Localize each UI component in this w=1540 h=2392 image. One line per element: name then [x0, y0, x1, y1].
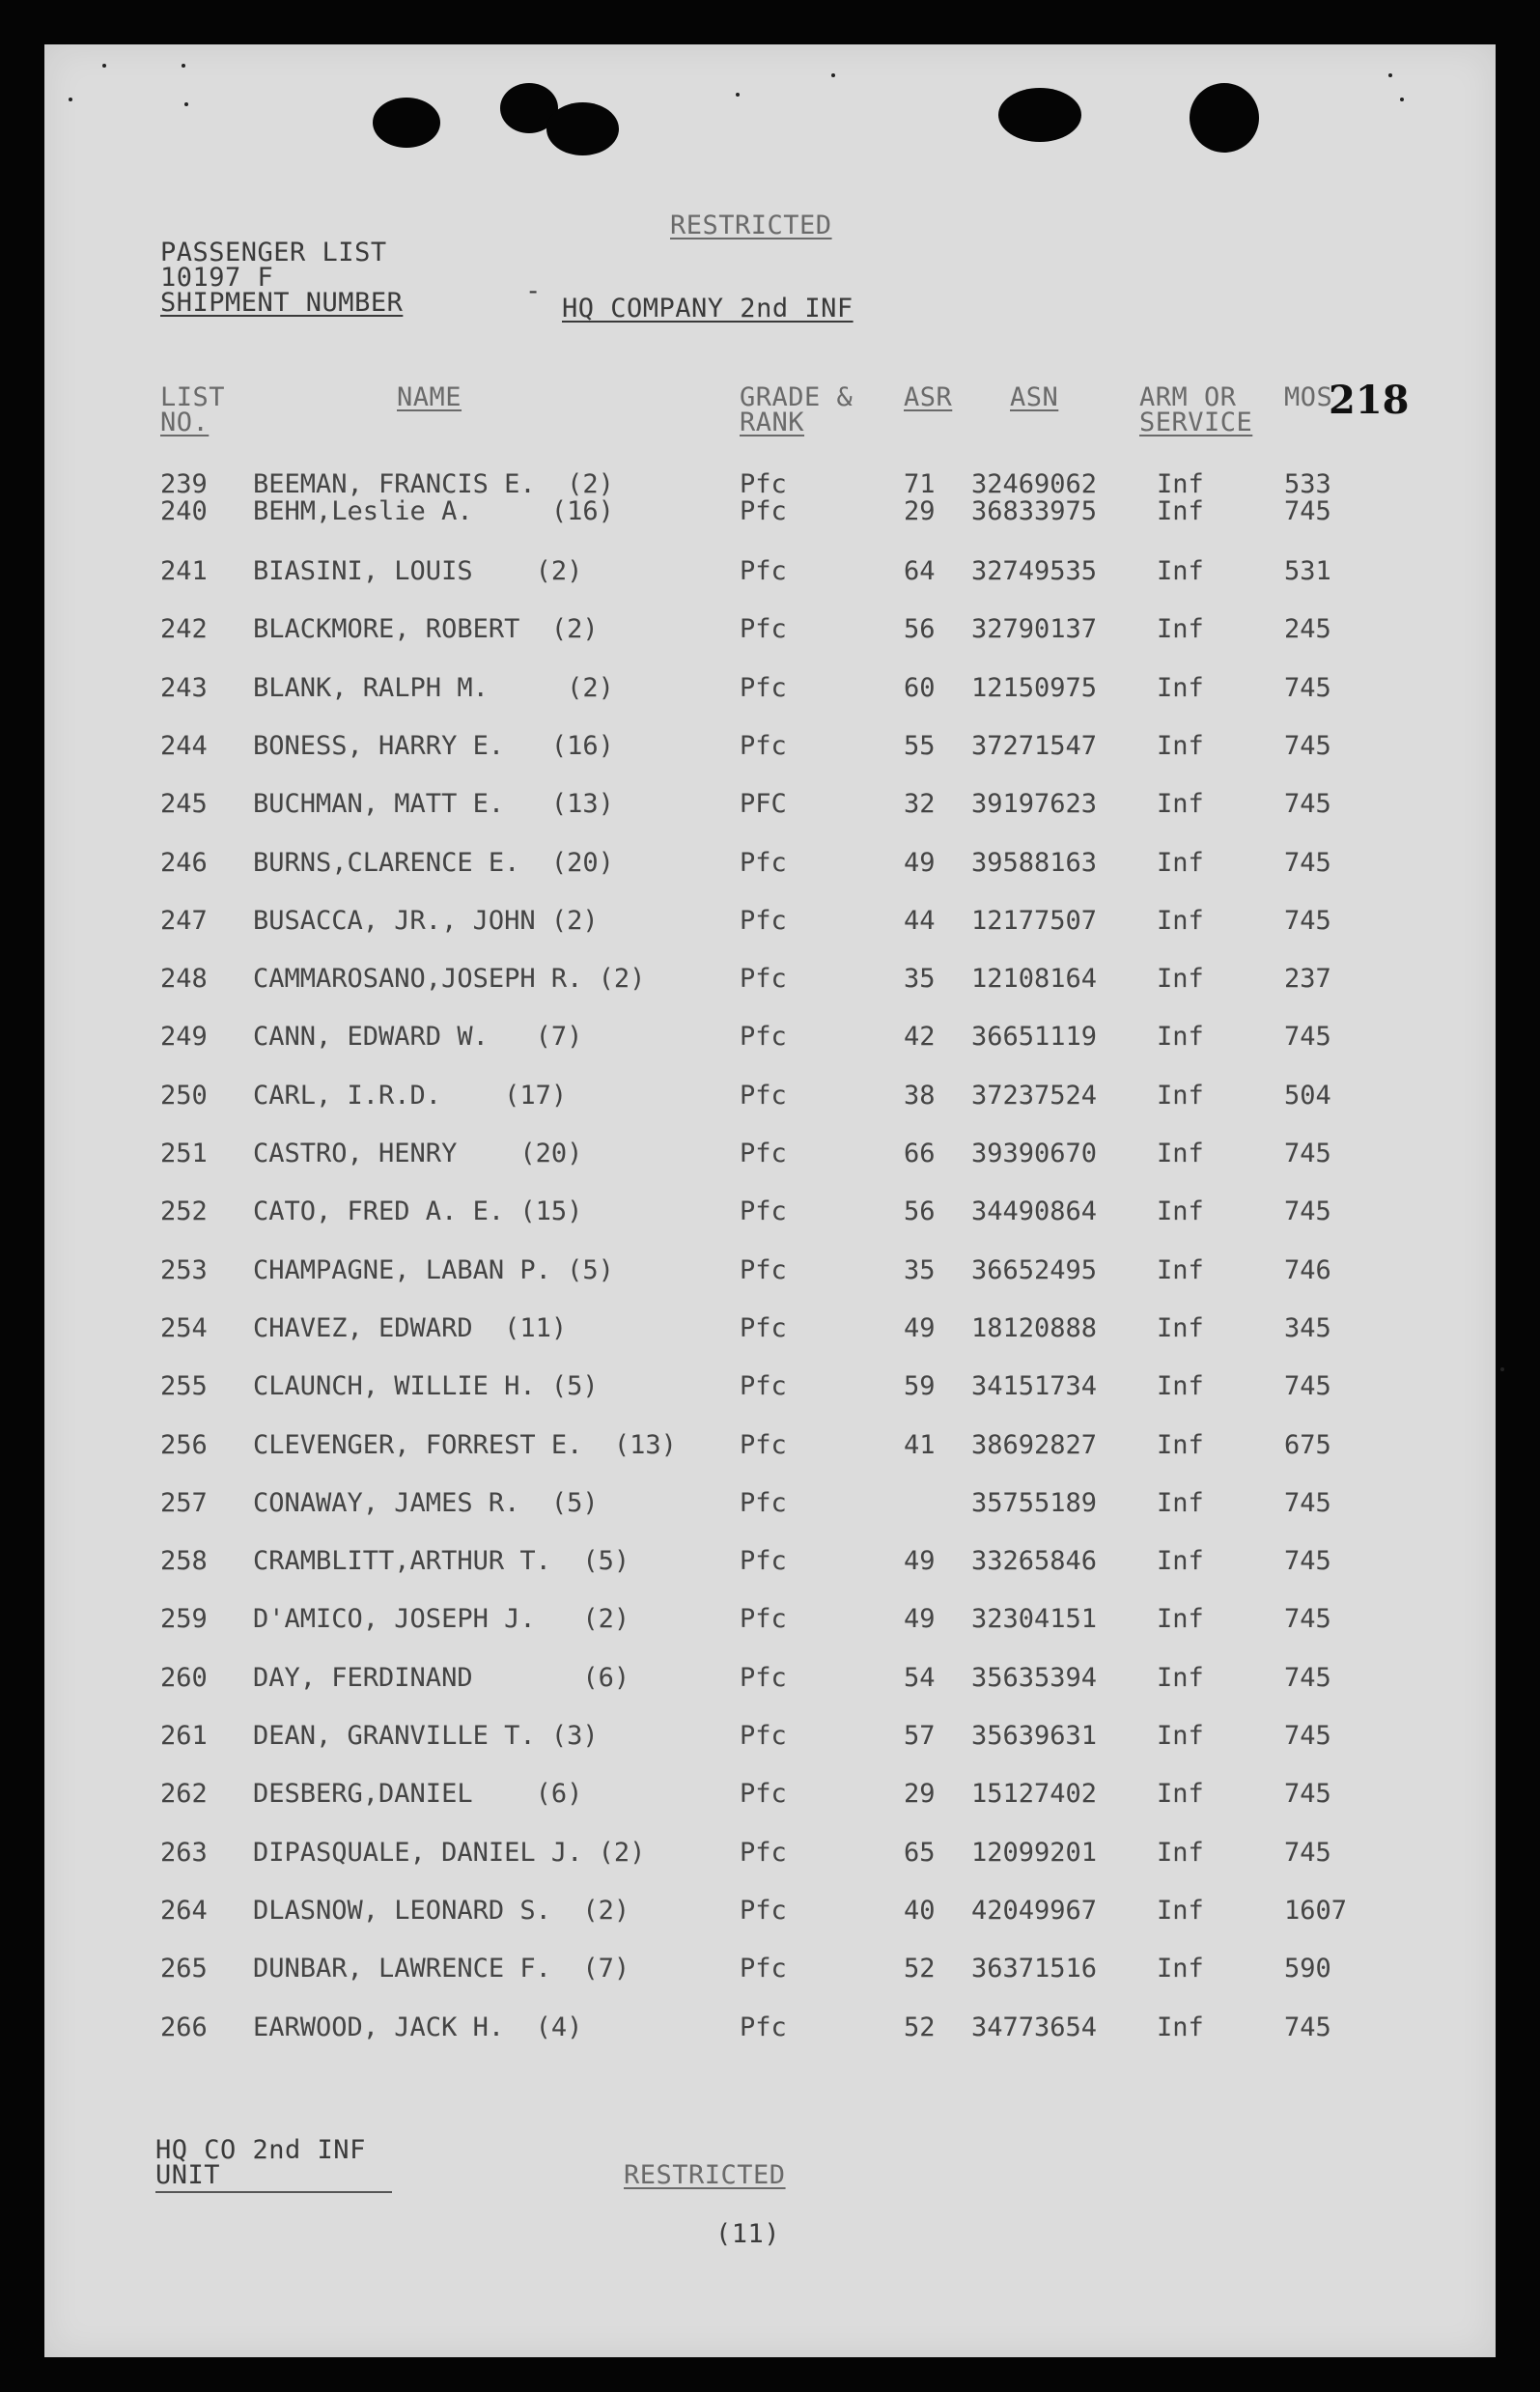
- unit-label: UNIT: [155, 2160, 221, 2190]
- paper-speck: [102, 64, 106, 68]
- cell-asn: 37271547: [971, 730, 1098, 761]
- cell-mos: 746: [1284, 1254, 1331, 1285]
- cell-asn: 34151734: [971, 1371, 1098, 1402]
- cell-name: BLACKMORE, ROBERT (2): [253, 614, 599, 645]
- cell-mos: 745: [1284, 1487, 1331, 1518]
- cell-mos: 590: [1284, 1954, 1331, 1984]
- cell-name: CONAWAY, JAMES R. (5): [253, 1487, 599, 1518]
- paper-speck: [1400, 98, 1404, 101]
- cell-mos: 745: [1284, 730, 1331, 761]
- cell-no: 256: [160, 1429, 208, 1460]
- cell-asn: 12177507: [971, 905, 1098, 936]
- restricted-footer: RESTRICTED: [624, 2160, 786, 2190]
- cell-arm: Inf: [1157, 1196, 1204, 1227]
- table-row: [44, 1721, 1496, 1759]
- cell-no: 250: [160, 1080, 208, 1111]
- table-row: [44, 1313, 1496, 1352]
- cell-no: 261: [160, 1721, 208, 1751]
- cell-asn: 38692827: [971, 1429, 1098, 1460]
- cell-grade: Pfc: [740, 1139, 787, 1168]
- cell-name: BONESS, HARRY E. (16): [253, 730, 614, 761]
- cell-no: 239: [160, 469, 208, 499]
- cell-grade: Pfc: [740, 1196, 787, 1227]
- cell-grade: Pfc: [740, 672, 787, 703]
- cell-arm: Inf: [1157, 496, 1204, 526]
- cell-name: CAMMAROSANO,JOSEPH R. (2): [253, 964, 646, 995]
- cell-grade: Pfc: [740, 1429, 787, 1460]
- cell-asn: 34490864: [971, 1196, 1098, 1227]
- cell-asn: 12099201: [971, 1837, 1098, 1868]
- dash: -: [525, 276, 542, 306]
- cell-asn: 35755189: [971, 1487, 1098, 1518]
- column-header-list-no: LIST: [160, 382, 226, 412]
- cell-no: 246: [160, 847, 208, 878]
- cell-asn: 32749535: [971, 556, 1098, 586]
- cell-arm: Inf: [1157, 1312, 1204, 1343]
- cell-no: 260: [160, 1662, 208, 1693]
- cell-asn: 36652495: [971, 1254, 1098, 1285]
- cell-arm: Inf: [1157, 672, 1204, 703]
- unit-code: HQ CO 2nd INF: [155, 2135, 366, 2165]
- cell-no: 251: [160, 1139, 208, 1168]
- table-row: [44, 1371, 1496, 1410]
- shipment-number-label: SHIPMENT NUMBER: [160, 288, 404, 318]
- cell-grade: Pfc: [740, 1080, 787, 1111]
- cell-asr: 38: [904, 1080, 936, 1111]
- cell-grade: Pfc: [740, 1254, 787, 1285]
- cell-grade: Pfc: [740, 1546, 787, 1577]
- paper-speck: [1500, 1367, 1504, 1371]
- cell-asn: 35635394: [971, 1662, 1098, 1693]
- cell-asr: 44: [904, 905, 936, 936]
- cell-asr: 56: [904, 614, 936, 645]
- cell-mos: 745: [1284, 1779, 1331, 1810]
- cell-no: 254: [160, 1312, 208, 1343]
- cell-grade: Pfc: [740, 1371, 787, 1402]
- cell-arm: Inf: [1157, 1371, 1204, 1402]
- column-header-asr: ASR: [904, 382, 953, 412]
- cell-no: 252: [160, 1196, 208, 1227]
- cell-grade: Pfc: [740, 614, 787, 645]
- table-row: [44, 614, 1496, 653]
- paper-speck: [1388, 73, 1392, 77]
- cell-name: BUCHMAN, MATT E. (13): [253, 789, 614, 820]
- cell-mos: 745: [1284, 496, 1331, 526]
- table-row: [44, 1081, 1496, 1119]
- cell-asn: 39390670: [971, 1139, 1098, 1168]
- cell-asr: 32: [904, 789, 936, 820]
- cell-mos: 745: [1284, 789, 1331, 820]
- cell-no: 262: [160, 1779, 208, 1810]
- cell-grade: Pfc: [740, 1604, 787, 1635]
- cell-asn: 18120888: [971, 1312, 1098, 1343]
- cell-arm: Inf: [1157, 1662, 1204, 1693]
- paper-speck: [831, 73, 835, 77]
- cell-asn: 15127402: [971, 1779, 1098, 1810]
- cell-grade: Pfc: [740, 964, 787, 995]
- cell-grade: Pfc: [740, 1022, 787, 1053]
- cell-mos: 745: [1284, 1371, 1331, 1402]
- cell-asr: 52: [904, 1954, 936, 1984]
- cell-asr: 35: [904, 1254, 936, 1285]
- cell-name: BURNS,CLARENCE E. (20): [253, 847, 614, 878]
- cell-name: BIASINI, LOUIS (2): [253, 556, 583, 586]
- cell-asr: 29: [904, 496, 936, 526]
- table-row: [44, 2012, 1496, 2051]
- document-page: [44, 44, 1496, 2357]
- cell-arm: Inf: [1157, 469, 1204, 499]
- cell-no: 259: [160, 1604, 208, 1635]
- cell-no: 255: [160, 1371, 208, 1402]
- table-row: [44, 731, 1496, 770]
- cell-name: CANN, EDWARD W. (7): [253, 1022, 583, 1053]
- cell-mos: 745: [1284, 847, 1331, 878]
- table-row: [44, 964, 1496, 1002]
- page-number: (11): [715, 2219, 781, 2249]
- cell-asn: 12150975: [971, 672, 1098, 703]
- cell-arm: Inf: [1157, 1429, 1204, 1460]
- cell-arm: Inf: [1157, 1954, 1204, 1984]
- cell-name: CHAMPAGNE, LABAN P. (5): [253, 1254, 614, 1285]
- cell-grade: Pfc: [740, 2012, 787, 2042]
- cell-asn: 32790137: [971, 614, 1098, 645]
- cell-name: DAY, FERDINAND (6): [253, 1662, 630, 1693]
- cell-asr: 59: [904, 1371, 936, 1402]
- cell-grade: Pfc: [740, 1312, 787, 1343]
- cell-asn: 34773654: [971, 2012, 1098, 2042]
- cell-asn: 37237524: [971, 1080, 1098, 1111]
- cell-arm: Inf: [1157, 789, 1204, 820]
- column-header-arm: ARM OR: [1139, 382, 1237, 412]
- cell-name: DESBERG,DANIEL (6): [253, 1779, 583, 1810]
- cell-no: 258: [160, 1546, 208, 1577]
- table-row: [44, 1604, 1496, 1643]
- cell-mos: 745: [1284, 1662, 1331, 1693]
- table-row: [44, 1546, 1496, 1585]
- cell-grade: Pfc: [740, 905, 787, 936]
- cell-mos: 245: [1284, 614, 1331, 645]
- cell-name: DIPASQUALE, DANIEL J. (2): [253, 1837, 646, 1868]
- cell-no: 249: [160, 1022, 208, 1053]
- cell-no: 240: [160, 496, 208, 526]
- cell-name: DLASNOW, LEONARD S. (2): [253, 1895, 630, 1926]
- table-row: [44, 1255, 1496, 1294]
- cell-arm: Inf: [1157, 730, 1204, 761]
- cell-arm: Inf: [1157, 964, 1204, 995]
- cell-asr: 52: [904, 2012, 936, 2042]
- cell-mos: 675: [1284, 1429, 1331, 1460]
- cell-asn: 32304151: [971, 1604, 1098, 1635]
- cell-asr: 60: [904, 672, 936, 703]
- cell-grade: Pfc: [740, 469, 787, 499]
- cell-asr: 55: [904, 730, 936, 761]
- cell-grade: Pfc: [740, 1779, 787, 1810]
- cell-no: 266: [160, 2012, 208, 2042]
- cell-arm: Inf: [1157, 614, 1204, 645]
- cell-name: DUNBAR, LAWRENCE F. (7): [253, 1954, 630, 1984]
- column-header-rank: RANK: [740, 408, 805, 437]
- cell-no: 263: [160, 1837, 208, 1868]
- cell-grade: Pfc: [740, 847, 787, 878]
- cell-mos: 504: [1284, 1080, 1331, 1111]
- column-header-mos: MOS: [1284, 382, 1333, 412]
- cell-name: EARWOOD, JACK H. (4): [253, 2012, 583, 2042]
- cell-no: 244: [160, 730, 208, 761]
- cell-no: 248: [160, 964, 208, 995]
- cell-name: BLANK, RALPH M. (2): [253, 672, 614, 703]
- cell-mos: 745: [1284, 672, 1331, 703]
- cell-asr: 57: [904, 1721, 936, 1751]
- cell-arm: Inf: [1157, 1254, 1204, 1285]
- cell-name: CASTRO, HENRY (20): [253, 1139, 583, 1168]
- table-row: [44, 1838, 1496, 1876]
- cell-mos: 745: [1284, 1139, 1331, 1168]
- cell-asr: 49: [904, 1604, 936, 1635]
- table-row: [44, 1779, 1496, 1817]
- cell-arm: Inf: [1157, 2012, 1204, 2042]
- column-header-grade: GRADE &: [740, 382, 854, 412]
- passenger-list-label: PASSENGER LIST: [160, 238, 387, 267]
- cell-name: BEEMAN, FRANCIS E. (2): [253, 469, 614, 499]
- cell-asr: 49: [904, 1312, 936, 1343]
- table-row: [44, 556, 1496, 595]
- punch-hole: [1190, 83, 1259, 153]
- paper-speck: [69, 98, 72, 101]
- cell-mos: 745: [1284, 1721, 1331, 1751]
- column-header-name: NAME: [397, 382, 462, 412]
- cell-name: CATO, FRED A. E. (15): [253, 1196, 583, 1227]
- cell-mos: 345: [1284, 1312, 1331, 1343]
- cell-arm: Inf: [1157, 1487, 1204, 1518]
- column-header-list-no-2: NO.: [160, 408, 210, 437]
- cell-asn: 39197623: [971, 789, 1098, 820]
- paper-speck: [184, 102, 188, 106]
- punch-hole: [373, 98, 440, 148]
- table-row: [44, 1488, 1496, 1527]
- punch-hole: [546, 102, 619, 155]
- restricted-heading: RESTRICTED: [670, 211, 832, 240]
- cell-grade: Pfc: [740, 1662, 787, 1693]
- cell-asr: 29: [904, 1779, 936, 1810]
- cell-name: CRAMBLITT,ARTHUR T. (5): [253, 1546, 630, 1577]
- cell-no: 243: [160, 672, 208, 703]
- cell-asr: 56: [904, 1196, 936, 1227]
- cell-mos: 745: [1284, 1604, 1331, 1635]
- cell-arm: Inf: [1157, 1779, 1204, 1810]
- cell-arm: Inf: [1157, 1080, 1204, 1111]
- cell-name: D'AMICO, JOSEPH J. (2): [253, 1604, 630, 1635]
- cell-grade: Pfc: [740, 496, 787, 526]
- cell-arm: Inf: [1157, 1604, 1204, 1635]
- cell-asn: 36371516: [971, 1954, 1098, 1984]
- unit-title: HQ COMPANY 2nd INF: [562, 294, 854, 324]
- cell-asr: 71: [904, 469, 936, 499]
- cell-no: 247: [160, 905, 208, 936]
- cell-arm: Inf: [1157, 847, 1204, 878]
- cell-asn: 35639631: [971, 1721, 1098, 1751]
- cell-asn: 36833975: [971, 496, 1098, 526]
- cell-arm: Inf: [1157, 1546, 1204, 1577]
- column-header-service: SERVICE: [1139, 408, 1253, 437]
- cell-asr: 41: [904, 1429, 936, 1460]
- paper-speck: [182, 64, 185, 68]
- cell-grade: Pfc: [740, 556, 787, 586]
- cell-mos: 533: [1284, 469, 1331, 499]
- cell-mos: 745: [1284, 1837, 1331, 1868]
- list-number: 10197 F: [160, 263, 274, 293]
- table-row: [44, 1196, 1496, 1235]
- cell-asr: 49: [904, 847, 936, 878]
- cell-no: 264: [160, 1895, 208, 1926]
- table-row: [44, 1954, 1496, 1992]
- cell-asn: 42049967: [971, 1895, 1098, 1926]
- table-row: [44, 1139, 1496, 1177]
- cell-grade: Pfc: [740, 1954, 787, 1984]
- cell-grade: Pfc: [740, 1721, 787, 1751]
- cell-name: BUSACCA, JR., JOHN (2): [253, 905, 599, 936]
- cell-asr: 49: [904, 1546, 936, 1577]
- cell-asr: 66: [904, 1139, 936, 1168]
- cell-no: 253: [160, 1254, 208, 1285]
- cell-name: DEAN, GRANVILLE T. (3): [253, 1721, 599, 1751]
- paper-speck: [736, 93, 740, 97]
- cell-no: 265: [160, 1954, 208, 1984]
- cell-arm: Inf: [1157, 1895, 1204, 1926]
- cell-grade: PFC: [740, 789, 787, 820]
- cell-name: CHAVEZ, EDWARD (11): [253, 1312, 568, 1343]
- punch-hole: [998, 88, 1081, 142]
- cell-name: CLAUNCH, WILLIE H. (5): [253, 1371, 599, 1402]
- cell-grade: Pfc: [740, 730, 787, 761]
- cell-mos: 237: [1284, 964, 1331, 995]
- cell-mos: 745: [1284, 1546, 1331, 1577]
- cell-no: 241: [160, 556, 208, 586]
- cell-mos: 745: [1284, 1022, 1331, 1053]
- cell-mos: 1607: [1284, 1895, 1348, 1926]
- cell-name: CLEVENGER, FORREST E. (13): [253, 1429, 677, 1460]
- cell-asn: 32469062: [971, 469, 1098, 499]
- table-row: [44, 1663, 1496, 1702]
- cell-no: 245: [160, 789, 208, 820]
- cell-grade: Pfc: [740, 1487, 787, 1518]
- cell-asn: 33265846: [971, 1546, 1098, 1577]
- cell-arm: Inf: [1157, 1139, 1204, 1168]
- cell-name: BEHM,Leslie A. (16): [253, 496, 614, 526]
- cell-asr: 40: [904, 1895, 936, 1926]
- table-row: [44, 789, 1496, 828]
- cell-mos: 745: [1284, 2012, 1331, 2042]
- cell-arm: Inf: [1157, 1837, 1204, 1868]
- page-stamp-number: 218: [1329, 378, 1410, 423]
- cell-asn: 39588163: [971, 847, 1098, 878]
- table-row: [44, 496, 1496, 535]
- column-header-asn: ASN: [1010, 382, 1059, 412]
- cell-no: 257: [160, 1487, 208, 1518]
- cell-name: CARL, I.R.D. (17): [253, 1080, 568, 1111]
- cell-mos: 745: [1284, 905, 1331, 936]
- cell-no: 242: [160, 614, 208, 645]
- table-row: [44, 1022, 1496, 1060]
- table-row: [44, 906, 1496, 944]
- cell-arm: Inf: [1157, 905, 1204, 936]
- cell-arm: Inf: [1157, 556, 1204, 586]
- cell-asr: 35: [904, 964, 936, 995]
- table-row: [44, 1430, 1496, 1469]
- cell-asr: 65: [904, 1837, 936, 1868]
- table-row: [44, 673, 1496, 712]
- cell-asn: 36651119: [971, 1022, 1098, 1053]
- cell-arm: Inf: [1157, 1721, 1204, 1751]
- table-row: [44, 848, 1496, 886]
- cell-grade: Pfc: [740, 1837, 787, 1868]
- cell-asr: 54: [904, 1662, 936, 1693]
- cell-mos: 745: [1284, 1196, 1331, 1227]
- unit-underline: [155, 2191, 392, 2193]
- cell-asr: 42: [904, 1022, 936, 1053]
- cell-grade: Pfc: [740, 1895, 787, 1926]
- table-row: [44, 1896, 1496, 1934]
- cell-mos: 531: [1284, 556, 1331, 586]
- cell-asr: 64: [904, 556, 936, 586]
- cell-asn: 12108164: [971, 964, 1098, 995]
- cell-arm: Inf: [1157, 1022, 1204, 1053]
